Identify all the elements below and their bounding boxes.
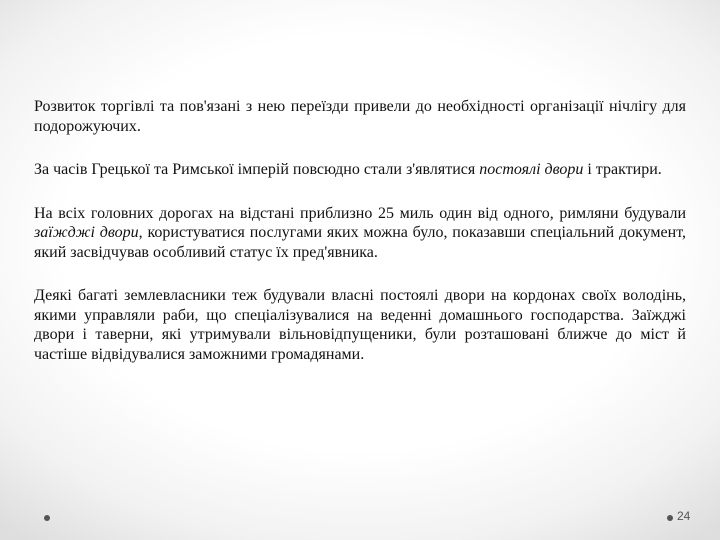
slide-footer: [40, 509, 691, 525]
paragraph-text: і трактири.: [583, 161, 662, 178]
paragraph-greek-roman: [34, 160, 686, 180]
paragraph-landowners: [34, 286, 686, 364]
footer-dot-left: [44, 515, 50, 521]
emphasis-term: постоялі двори: [479, 161, 584, 178]
paragraph-inns-origin: [34, 97, 686, 136]
paragraph-text: Деякі багаті землевласники теж будували власні постоялі двори на кордонах своїх володінь, якими управляли раби, що спеціалізувалися на веденні домашнього господарства. Заїжджі двори і таверни, які утримували вільновідпущеники, були розташовані ближче до міст й частіше відвідувалися заможними громадянами.: [34, 287, 686, 363]
paragraph-text: , користуватися послугами яких можна було, показавши спеціальний документ, який засвідчував особливий статус їх пред'явника.: [34, 224, 686, 261]
emphasis-term: заїжджі двори: [34, 224, 139, 241]
paragraph-text: За часів Грецької та Римської імперій повсюдно стали з'являтися: [34, 161, 480, 178]
paragraph-text: На всіх головних дорогах на відстані приблизно 25 миль один від одного, римляни будували: [34, 204, 686, 222]
paragraph-text: Розвиток торгівлі та пов'язані з нею переїзди привели до необхідності організації нічлігу для подорожуючих.: [34, 98, 686, 135]
paragraph-roman-roads: [34, 204, 686, 263]
slide-body: [34, 97, 686, 388]
footer-dot-right: [667, 515, 673, 521]
page-number: 24: [677, 509, 691, 523]
